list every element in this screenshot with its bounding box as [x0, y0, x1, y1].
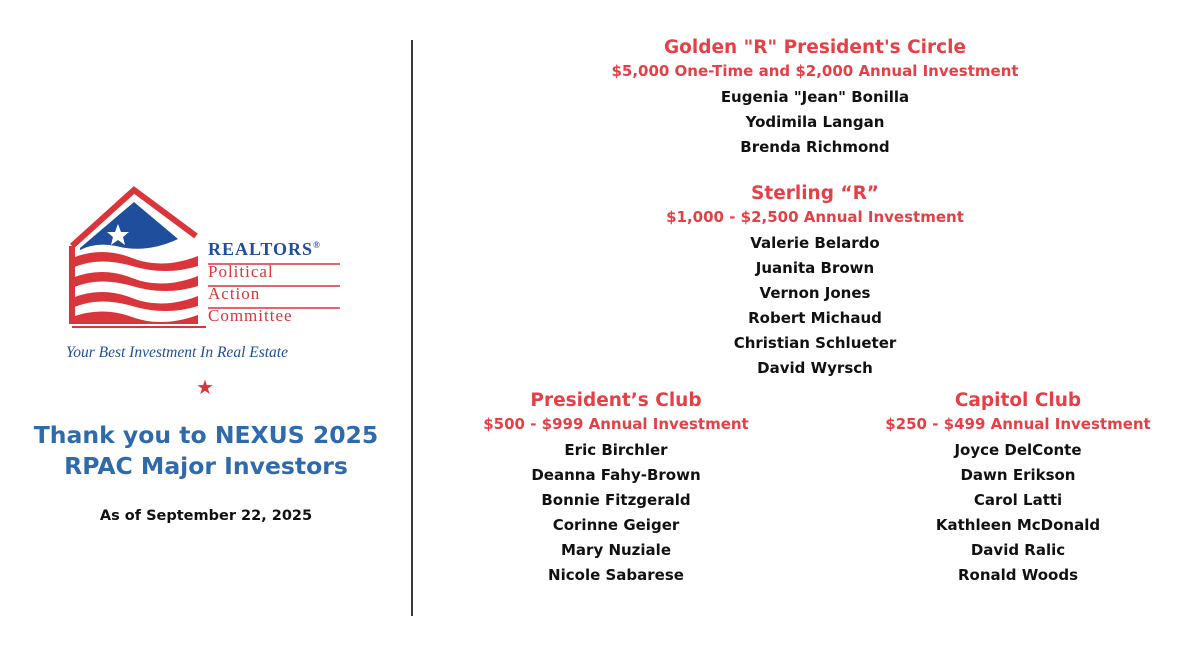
tier-golden	[580, 36, 1050, 160]
tier-sterling	[580, 182, 1050, 381]
vertical-divider	[411, 40, 413, 616]
investor-name: Mary Nuziale	[561, 541, 671, 559]
tier-capitol-club	[868, 389, 1168, 588]
investor-name: Eric Birchler	[564, 441, 668, 459]
tier-title: Sterling “R”	[751, 183, 879, 204]
investor-name: Brenda Richmond	[740, 138, 890, 156]
left-panel	[0, 0, 412, 656]
tier-subtitle: $5,000 One-Time and $2,000 Annual Investment	[611, 62, 1019, 80]
investor-name: Corinne Geiger	[552, 516, 680, 534]
investor-name: Joyce DelConte	[954, 441, 1082, 459]
investor-name: Vernon Jones	[759, 284, 871, 302]
investor-name: David Wyrsch	[757, 359, 873, 377]
investor-name: Kathleen McDonald	[935, 516, 1101, 534]
logo-tagline: Your Best Investment In Real Estate	[66, 344, 288, 361]
tier-title: Golden "R" President's Circle	[664, 37, 966, 58]
name-list	[868, 438, 1168, 588]
name-list	[466, 438, 766, 588]
thank-you-line-2: RPAC Major Investors	[64, 452, 348, 480]
investor-name: Juanita Brown	[755, 259, 875, 277]
investor-name: Eugenia "Jean" Bonilla	[720, 88, 910, 106]
logo-text-realtors: REALTORS®	[208, 239, 321, 259]
investor-name: Christian Schlueter	[733, 334, 897, 352]
tier-subtitle: $250 - $499 Annual Investment	[885, 415, 1151, 433]
thank-you-heading	[0, 420, 412, 482]
investor-name: Deanna Fahy-Brown	[531, 466, 701, 484]
tier-subtitle: $500 - $999 Annual Investment	[483, 415, 749, 433]
rpac-logo	[66, 184, 346, 374]
as-of-date: As of September 22, 2025	[99, 508, 313, 524]
investor-name: Yodimila Langan	[745, 113, 885, 131]
logo-text-political: Political	[208, 262, 274, 281]
tier-title: Capitol Club	[954, 390, 1082, 411]
investor-name: David Ralic	[970, 541, 1066, 559]
investor-name: Dawn Erikson	[960, 466, 1076, 484]
tier-presidents-club	[466, 389, 766, 588]
name-list	[580, 85, 1050, 160]
logo-text-action: Action	[208, 284, 261, 303]
investor-name: Nicole Sabarese	[548, 566, 684, 584]
investor-name: Ronald Woods	[957, 566, 1079, 584]
star-icon: ★	[196, 375, 214, 399]
thank-you-line-1: Thank you to NEXUS 2025	[33, 421, 379, 449]
investor-name: Valerie Belardo	[750, 234, 880, 252]
tier-title: President’s Club	[530, 390, 702, 411]
investor-name: Carol Latti	[973, 491, 1063, 509]
name-list	[580, 231, 1050, 381]
tier-subtitle: $1,000 - $2,500 Annual Investment	[666, 208, 964, 226]
investor-name: Robert Michaud	[748, 309, 882, 327]
investor-name: Bonnie Fitzgerald	[541, 491, 691, 509]
logo-text-committee: Committee	[208, 306, 293, 325]
